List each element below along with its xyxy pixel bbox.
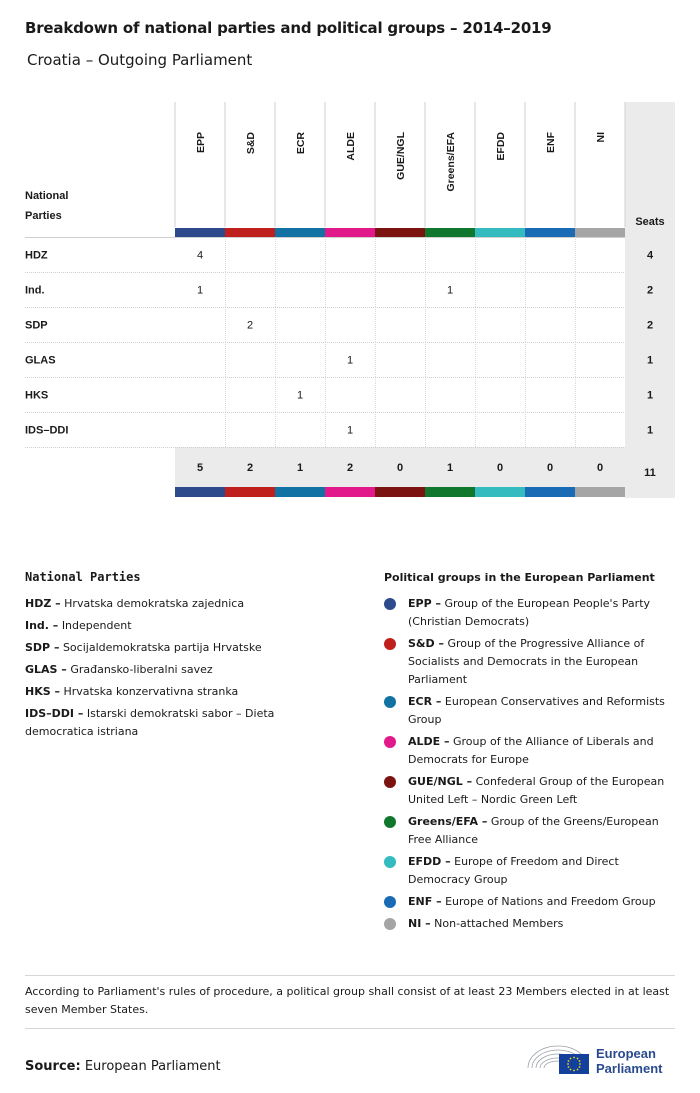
legend-abbr: GUE/NGL – [408, 775, 473, 788]
group-color-dot-icon [384, 736, 396, 748]
row-header-label: National [25, 190, 69, 202]
national-parties-legend [25, 570, 345, 745]
seats-column-bg [625, 102, 675, 498]
legend-abbr: IDS–DDI – [25, 707, 84, 720]
legend-name: Group of the Progressive Alliance of Socialists and Democrats in the European Parliament [408, 637, 645, 686]
party-row-label: HKS [25, 389, 49, 402]
group-color-bar-bottom [575, 487, 625, 497]
group-color-bar-bottom [175, 487, 225, 497]
group-header-label: S&D [245, 132, 257, 155]
party-row-label: GLAS [25, 354, 56, 367]
group-color-bar [425, 228, 475, 237]
legend-abbr: Ind. – [25, 619, 59, 632]
group-total-value: 0 [396, 462, 404, 474]
group-color-dot-icon [384, 598, 396, 610]
group-color-dot-icon [384, 816, 396, 828]
source-value: European Parliament [84, 1059, 221, 1074]
legend-abbr: S&D – [408, 637, 444, 650]
legend-name: Group of the Alliance of Liberals and Democrats for Europe [408, 735, 654, 766]
legend-abbr: SDP – [25, 641, 60, 654]
group-color-dot-icon [384, 896, 396, 908]
legend-abbr: ECR – [408, 695, 442, 708]
group-color-bar [475, 228, 525, 237]
group-header-label: ENF [545, 132, 557, 153]
party-group-value: 2 [246, 319, 254, 332]
group-color-bar [275, 228, 325, 237]
political-groups-legend [384, 571, 674, 937]
footnote: According to Parliament's rules of procedure, a political group shall consist of at least 23 Members elected in at least seven Member States. [25, 985, 670, 1016]
group-color-bar-bottom [525, 487, 575, 497]
group-color-dot-icon [384, 776, 396, 788]
party-row-label: Ind. [25, 284, 45, 297]
page-subtitle: Croatia – Outgoing Parliament [27, 51, 253, 69]
political-group-legend-item [384, 915, 674, 933]
party-row-label: IDS–DDI [25, 424, 69, 437]
group-color-dot-icon [384, 856, 396, 868]
legend-abbr: ALDE – [408, 735, 450, 748]
political-group-legend-item [384, 595, 674, 631]
group-total-value: 2 [346, 462, 354, 474]
legend-name: Group of the Greens/European Free Alliance [408, 815, 659, 846]
party-group-value: 1 [196, 284, 204, 297]
party-seats-value: 1 [646, 389, 654, 402]
group-total-value: 0 [596, 462, 604, 474]
party-seats-value: 1 [646, 424, 654, 437]
party-row-label: SDP [25, 319, 48, 332]
group-total-value: 0 [496, 462, 504, 474]
legend-name: Confederal Group of the European United Left – Nordic Green Left [408, 775, 665, 806]
source-line [25, 1059, 221, 1074]
national-party-legend-item [25, 639, 345, 657]
party-seats-value: 4 [646, 249, 654, 262]
political-group-legend-item [384, 813, 674, 849]
legend-name: Hrvatska demokratska zajednica [64, 597, 245, 610]
group-color-bar-bottom [475, 487, 525, 497]
group-color-bar [225, 228, 275, 237]
legend-name: Group of the European People's Party (Christian Democrats) [408, 597, 651, 628]
group-color-bar [325, 228, 375, 237]
group-header-label: GUE/NGL [395, 132, 407, 180]
national-legend-title: National Parties [25, 570, 141, 584]
legend-name: Socijaldemokratska partija Hrvatske [62, 641, 262, 654]
group-header-label: ECR [295, 132, 307, 155]
political-group-legend-item [384, 773, 674, 809]
breakdown-table [0, 0, 700, 520]
political-group-legend-item [384, 853, 674, 889]
party-row-label: HDZ [25, 249, 48, 262]
party-group-value: 4 [196, 249, 204, 262]
legend-abbr: HKS – [25, 685, 60, 698]
group-color-bar-bottom [425, 487, 475, 497]
national-party-legend-item [25, 661, 345, 679]
row-header-label: Parties [25, 210, 62, 222]
group-color-dot-icon [384, 918, 396, 930]
legend-name: Istarski demokratski sabor – Dieta democratica istriana [25, 707, 275, 738]
groups-legend-title: Political groups in the European Parliament [384, 571, 655, 584]
group-header-label: Greens/EFA [445, 132, 457, 192]
legend-abbr: HDZ – [25, 597, 61, 610]
group-color-dot-icon [384, 696, 396, 708]
political-group-legend-item [384, 733, 674, 769]
group-header-label: EPP [195, 132, 207, 154]
legend-name: European Conservatives and Reformists Group [408, 695, 665, 726]
legend-name: Građansko-liberalni savez [70, 663, 213, 676]
group-header-label: EFDD [495, 132, 507, 161]
logo-line2: Parliament [596, 1061, 663, 1076]
group-total-value: 2 [246, 462, 254, 474]
group-header-label: ALDE [345, 132, 357, 161]
group-color-bar [575, 228, 625, 237]
legend-abbr: ENF – [408, 895, 442, 908]
group-color-bar-bottom [325, 487, 375, 497]
party-group-value: 1 [296, 389, 304, 402]
group-color-bar-bottom [375, 487, 425, 497]
party-group-value: 1 [446, 284, 454, 297]
party-group-value: 1 [346, 354, 354, 367]
legend-abbr: EFDD – [408, 855, 451, 868]
divider [25, 1028, 675, 1029]
group-color-bar [175, 228, 225, 237]
political-group-legend-item [384, 635, 674, 689]
group-color-bar-bottom [225, 487, 275, 497]
national-party-legend-item [25, 683, 345, 701]
group-total-value: 0 [546, 462, 554, 474]
group-total-value: 1 [296, 462, 304, 474]
source-label: Source: [25, 1059, 81, 1074]
party-seats-value: 2 [646, 319, 654, 332]
legend-name: Hrvatska konzervativna stranka [63, 685, 239, 698]
national-party-legend-item [25, 595, 345, 613]
political-group-legend-item [384, 893, 674, 911]
european-parliament-logo [526, 1038, 676, 1078]
group-total-value: 5 [196, 462, 204, 474]
group-color-bar [525, 228, 575, 237]
page-title: Breakdown of national parties and political groups – 2014–2019 [25, 19, 552, 37]
group-total-value: 1 [446, 462, 454, 474]
legend-abbr: GLAS – [25, 663, 67, 676]
group-color-bar [375, 228, 425, 237]
party-group-value: 1 [346, 424, 354, 437]
political-group-legend-item [384, 693, 674, 729]
legend-name: Europe of Nations and Freedom Group [445, 895, 656, 908]
legend-name: Independent [61, 619, 132, 632]
legend-name: Europe of Freedom and Direct Democracy Group [408, 855, 619, 886]
total-seats-value: 11 [644, 467, 656, 479]
group-header-label: NI [595, 132, 607, 143]
legend-abbr: NI – [408, 917, 431, 930]
national-party-legend-item [25, 617, 345, 635]
party-seats-value: 1 [646, 354, 654, 367]
divider [25, 975, 675, 976]
legend-name: Non-attached Members [434, 917, 564, 930]
legend-abbr: Greens/EFA – [408, 815, 488, 828]
group-color-bar-bottom [275, 487, 325, 497]
national-party-legend-item [25, 705, 345, 741]
group-color-dot-icon [384, 638, 396, 650]
logo-line1: European [596, 1046, 656, 1061]
party-seats-value: 2 [646, 284, 654, 297]
legend-abbr: EPP – [408, 597, 441, 610]
seats-header-label: Seats [635, 216, 665, 228]
